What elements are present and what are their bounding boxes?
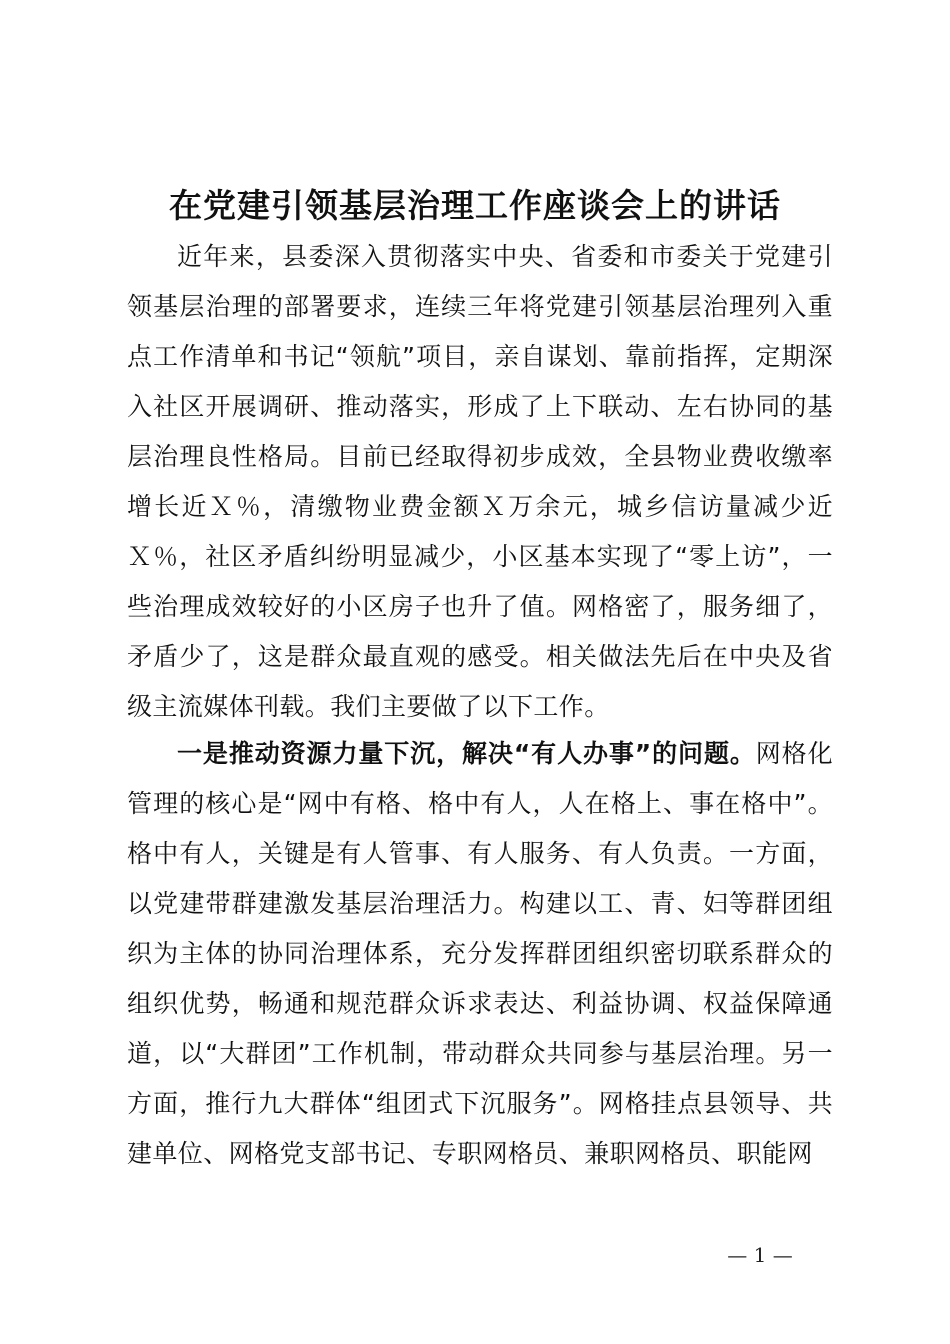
page-number: — 1 —: [727, 1243, 793, 1267]
paragraph-intro: [127, 232, 833, 732]
document-title: 在党建引领基层治理工作座谈会上的讲话: [169, 186, 781, 225]
section-one-text: 网格化管理的核心是“网中有格、格中有人，人在格上、事在格中”。格中有人，关键是有人管事、有人服务、有人负责。一方面，以党建带群建激发基层治理活力。构建以工、青、妇等群团组织为主体的协同治理体系，充分发挥群团组织密切联系群众的组织优势，畅通和规范群众诉求表达、利益协调、权益保障通道，以“大群团”工作机制，带动群众共同参与基层治理。另一方面，推行九大群体“组团式下沉服务”。网格挂点县领导、共建单位、网格党支部书记、专职网格员、兼职网格员、职能网: [127, 739, 833, 1168]
paragraph-section-one: [127, 729, 833, 1179]
section-one-heading: 一是推动资源力量下沉，解决“有人办事”的问题。: [177, 739, 756, 768]
paragraph-intro-text: 近年来，县委深入贯彻落实中央、省委和市委关于党建引领基层治理的部署要求，连续三年将党建引领基层治理列入重点工作清单和书记“领航”项目，亲自谋划、靠前指挥，定期深入社区开展调研、推动落实，形成了上下联动、左右协同的基层治理良性格局。目前已经取得初步成效，全县物业费收缴率增长近Ｘ％，清缴物业费金额Ｘ万余元，城乡信访量减少近Ｘ％，社区矛盾纠纷明显减少，小区基本实现了“零上访”，一些治理成效较好的小区房子也升了值。网格密了，服务细了，矛盾少了，这是群众最直观的感受。相关做法先后在中央及省级主流媒体刊载。我们主要做了以下工作。: [127, 242, 833, 721]
